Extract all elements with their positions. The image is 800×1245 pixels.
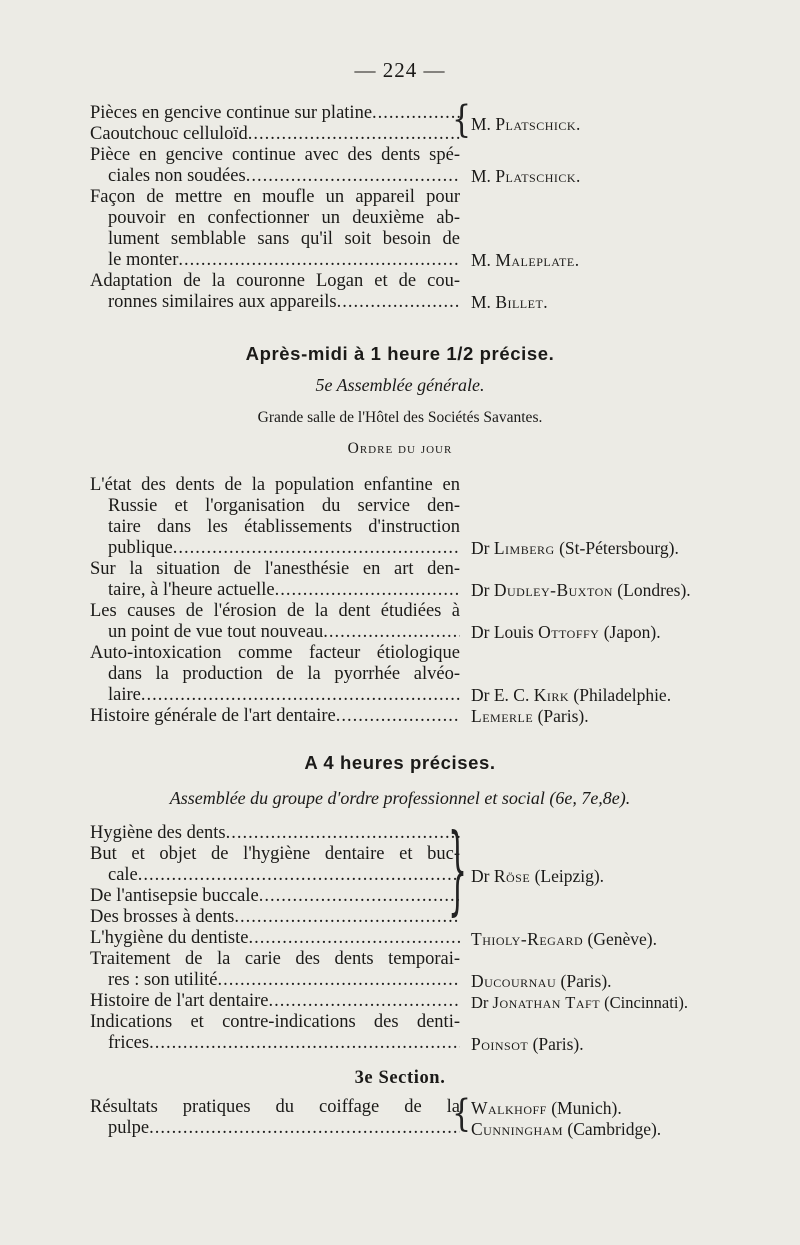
speaker: Dr Dudley-Buxton (Londres). <box>471 580 691 600</box>
speaker: Dr Limberg (St-Pétersbourg). <box>471 538 679 558</box>
program-line: Histoire générale de l'art dentaire ..... <box>90 706 460 727</box>
program-line: Façon de mettre en moufle un appareil pour <box>90 187 460 207</box>
speaker: Poinsot (Paris). <box>471 1034 584 1054</box>
program-line: Histoire de l'art dentaire ..... <box>90 991 460 1012</box>
program-line: Hygiène des dents ..... <box>90 823 460 844</box>
program-line: Caoutchouc celluloïd ..... <box>90 124 460 145</box>
speaker: M. Billet. <box>471 292 549 312</box>
program-block-a <box>90 103 460 313</box>
section-heading: Après-midi à 1 heure 1/2 précise. <box>245 343 555 364</box>
program-line: ronnes similaires aux appareils ..... <box>90 292 460 313</box>
program-line: frices ..... <box>90 1033 460 1054</box>
speaker: M. Platschick. <box>471 114 581 134</box>
program-line: Pièce en gencive continue avec des dents spé- <box>90 145 460 165</box>
speaker: Thioly-Regard (Genève). <box>471 929 658 949</box>
program-line: res : son utilité ..... <box>90 970 460 991</box>
speaker: Dr Jonathan Taft (Cincinnati). <box>471 993 689 1012</box>
program-line: pouvoir en confectionner un deuxième ab- <box>108 208 460 228</box>
section-heading: A 4 heures précises. <box>304 752 496 773</box>
program-line: Résultats pratiques du coiffage de la <box>90 1097 460 1117</box>
speaker: Lemerle (Paris). <box>471 706 589 726</box>
speaker: M. Maleplate. <box>471 250 580 270</box>
speaker: Cunningham (Cambridge). <box>471 1119 662 1139</box>
brace-icon: } <box>448 816 468 928</box>
speaker: Dr Röse (Leipzig). <box>471 866 605 886</box>
agenda-label: Ordre du jour <box>347 440 453 457</box>
program-line: publique ..... <box>90 538 460 559</box>
program-line: L'état des dents de la population enfantine en <box>90 475 460 495</box>
speaker: Dr Louis Ottoffy (Japon). <box>471 622 661 642</box>
program-line: laire ..... <box>90 685 460 706</box>
program-line: ciales non soudées ..... <box>90 166 460 187</box>
program-line: lument semblable sans qu'il soit besoin de <box>108 229 460 249</box>
speaker: Ducournau (Paris). <box>471 971 612 991</box>
program-line: taire, à l'heure actuelle ..... <box>90 580 460 601</box>
program-line: Auto-intoxication comme facteur étiologique <box>90 643 460 663</box>
program-line: Des brosses à dents ..... <box>90 907 460 928</box>
program-line: le monter ..... <box>90 250 460 271</box>
program-line: L'hygiène du dentiste ..... <box>90 928 460 949</box>
speaker: M. Platschick. <box>471 166 581 186</box>
program-line: Traitement de la carie des dents temporai- <box>90 949 460 969</box>
speaker: Walkhoff (Munich). <box>471 1098 622 1118</box>
program-block-b <box>90 475 460 727</box>
program-line: Pièces en gencive continue sur platine ..... <box>90 103 460 124</box>
program-line: pulpe ..... <box>90 1118 460 1139</box>
program-line: Adaptation de la couronne Logan et de cou- <box>90 271 460 291</box>
assembly-title: Assemblée du groupe d'ordre professionnel et social (6e, 7e,8e). <box>169 788 631 808</box>
program-line: cale ..... <box>90 865 460 886</box>
speaker: Dr E. C. Kirk (Philadelphie. <box>471 685 672 705</box>
program-block-c <box>90 823 460 1054</box>
program-line: Les causes de l'érosion de la dent étudiées à <box>90 601 460 621</box>
program-line: taire dans les établissements d'instruction <box>108 517 460 537</box>
program-line: un point de vue tout nouveau ..... <box>90 622 460 643</box>
program-line: Indications et contre-indications des denti- <box>90 1012 460 1032</box>
program-line: Russie et l'organisation du service den- <box>108 496 460 516</box>
page-number: — 224 — <box>354 58 446 82</box>
assembly-title: 5e Assemblée générale. <box>315 375 485 395</box>
brace-icon: { <box>452 98 472 142</box>
section-heading: 3e Section. <box>354 1068 446 1088</box>
program-line: Sur la situation de l'anesthésie en art den- <box>90 559 460 579</box>
program-block-d <box>90 1097 460 1139</box>
program-line: But et objet de l'hygiène dentaire et buc- <box>90 844 460 864</box>
brace-icon: { <box>452 1092 472 1136</box>
program-line: dans la production de la pyorrhée alvéo- <box>108 664 460 684</box>
program-line: De l'antisepsie buccale ..... <box>90 886 460 907</box>
venue: Grande salle de l'Hôtel des Sociétés Savantes. <box>257 409 543 426</box>
